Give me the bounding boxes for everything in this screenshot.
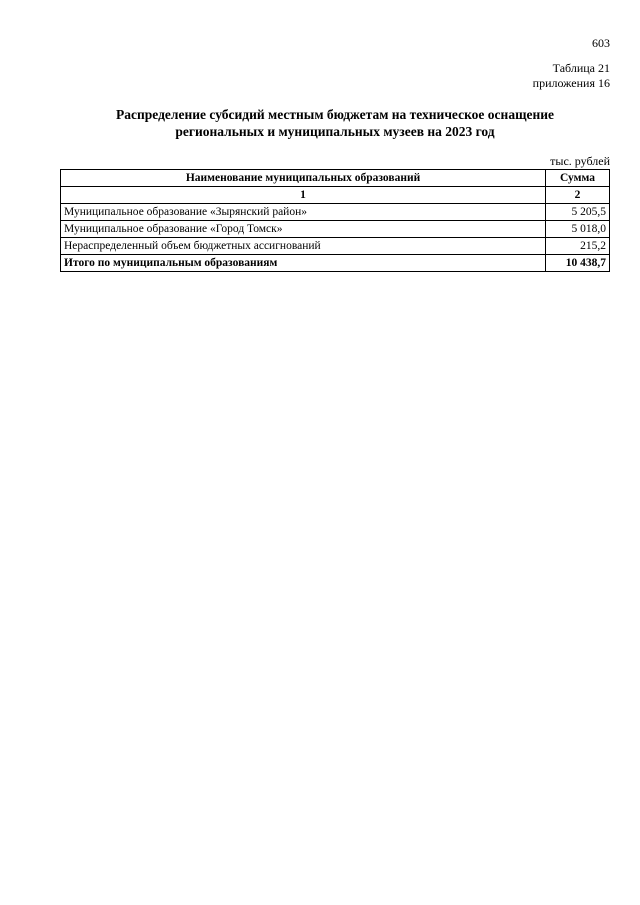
row-name: Нераспределенный объем бюджетных ассигнований xyxy=(61,238,546,255)
table-row xyxy=(61,238,610,255)
units-label: тыс. рублей xyxy=(550,154,610,168)
table-row xyxy=(61,204,610,221)
appendix-label: приложения 16 xyxy=(532,76,610,90)
page-number: 603 xyxy=(592,36,610,50)
table-row xyxy=(61,221,610,238)
row-sum: 5 018,0 xyxy=(546,221,610,238)
subsidy-table xyxy=(60,169,610,272)
row-sum: 5 205,5 xyxy=(546,204,610,221)
total-sum: 10 438,7 xyxy=(546,255,610,272)
table-reference xyxy=(533,61,610,91)
column-number-1: 1 xyxy=(61,187,546,204)
column-number-2: 2 xyxy=(546,187,610,204)
header-name: Наименование муниципальных образований xyxy=(61,170,546,187)
total-name: Итого по муниципальным образованиям xyxy=(61,255,546,272)
title-line-1: Распределение субсидий местным бюджетам на техническое оснащение xyxy=(115,107,555,122)
table-label: Таблица 21 xyxy=(552,61,610,75)
document-title xyxy=(60,106,610,140)
row-name: Муниципальное образование «Город Томск» xyxy=(61,221,546,238)
title-line-2: региональных и муниципальных музеев на 2023 год xyxy=(175,124,495,139)
row-name: Муниципальное образование «Зырянский район» xyxy=(61,204,546,221)
table-header-row xyxy=(61,170,610,187)
header-sum: Сумма xyxy=(546,170,610,187)
row-sum: 215,2 xyxy=(546,238,610,255)
total-row xyxy=(61,255,610,272)
column-number-row xyxy=(61,187,610,204)
